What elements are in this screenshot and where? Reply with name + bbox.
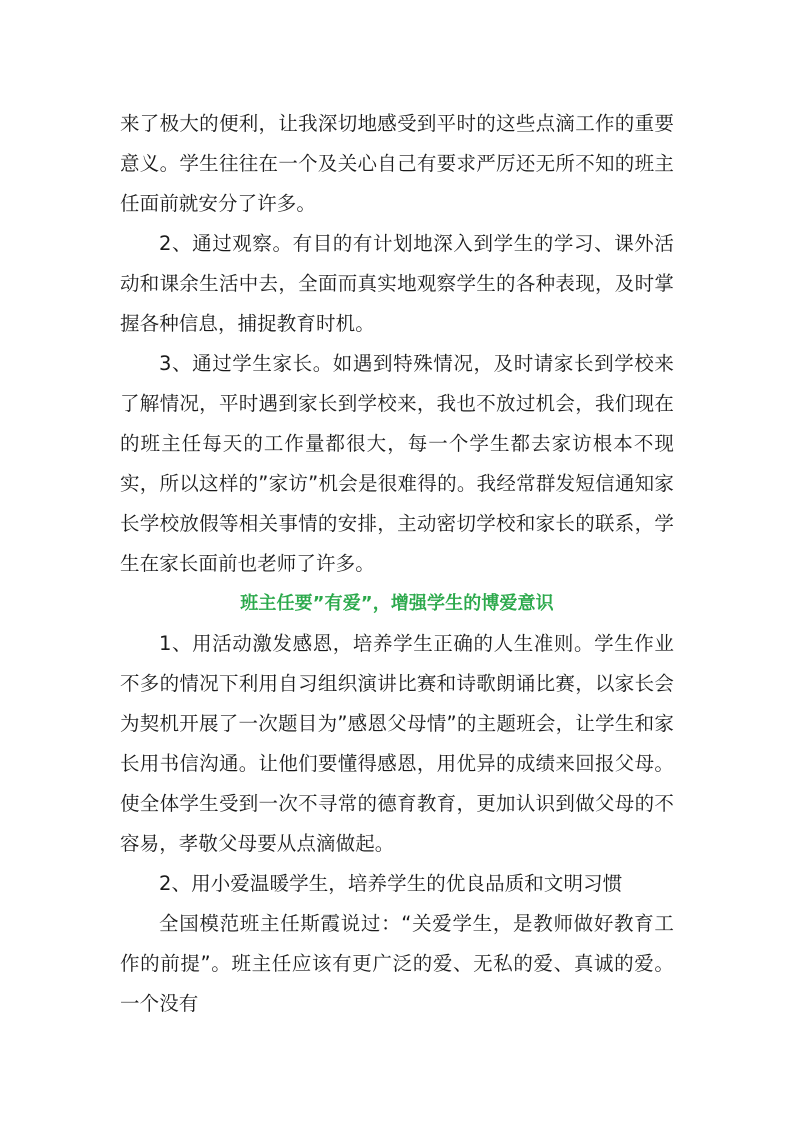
document-body bbox=[120, 104, 674, 1024]
paragraph-quote: 全国模范班主任斯霞说过：“关爱学生，是教师做好教育工作的前提”。班主任应该有更广泛的爱、无私的爱、真诚的爱。一个没有 bbox=[120, 912, 674, 1015]
paragraph-small-love: 2、用小爱温暖学生，培养学生的优良品质和文明习惯 bbox=[159, 872, 623, 895]
paragraph-gratitude: 1、用活动激发感恩，培养学生正确的人生准则。学生作业不多的情况下利用自习组织演讲比赛和诗歌朗诵比赛，以家长会为契机开展了一次题目为”感恩父母情”的主题班会，让学生和家长用书信沟通。让他们要懂得感恩，用优异的成绩来回报父母。使全体学生受到一次不寻常的德育教育，更加认识到做父母的不容易，孝敬父母要从点滴做起。 bbox=[120, 632, 674, 855]
paragraph-parents: 3、通过学生家长。如遇到特殊情况，及时请家长到学校来了解情况，平时遇到家长到学校来，我也不放过机会，我们现在的班主任每天的工作量都很大，每一个学生都去家访根本不现实，所以这样的”家访”机会是很难得的。我经常群发短信通知家长学校放假等相关事情的安排，主动密切学校和家长的联系，学生在家长面前也老师了许多。 bbox=[120, 352, 674, 575]
paragraph-continuation: 来了极大的便利，让我深切地感受到平时的这些点滴工作的重要意义。学生往往在一个及关心自己有要求严厉还无所不知的班主任面前就安分了许多。 bbox=[120, 112, 674, 215]
paragraph-observation: 2、通过观察。有目的有计划地深入到学生的学习、课外活动和课余生活中去，全面而真实地观察学生的各种表现，及时掌握各种信息，捕捉教育时机。 bbox=[120, 232, 674, 335]
section-heading: 班主任要”有爱”，增强学生的博爱意识 bbox=[240, 593, 554, 614]
